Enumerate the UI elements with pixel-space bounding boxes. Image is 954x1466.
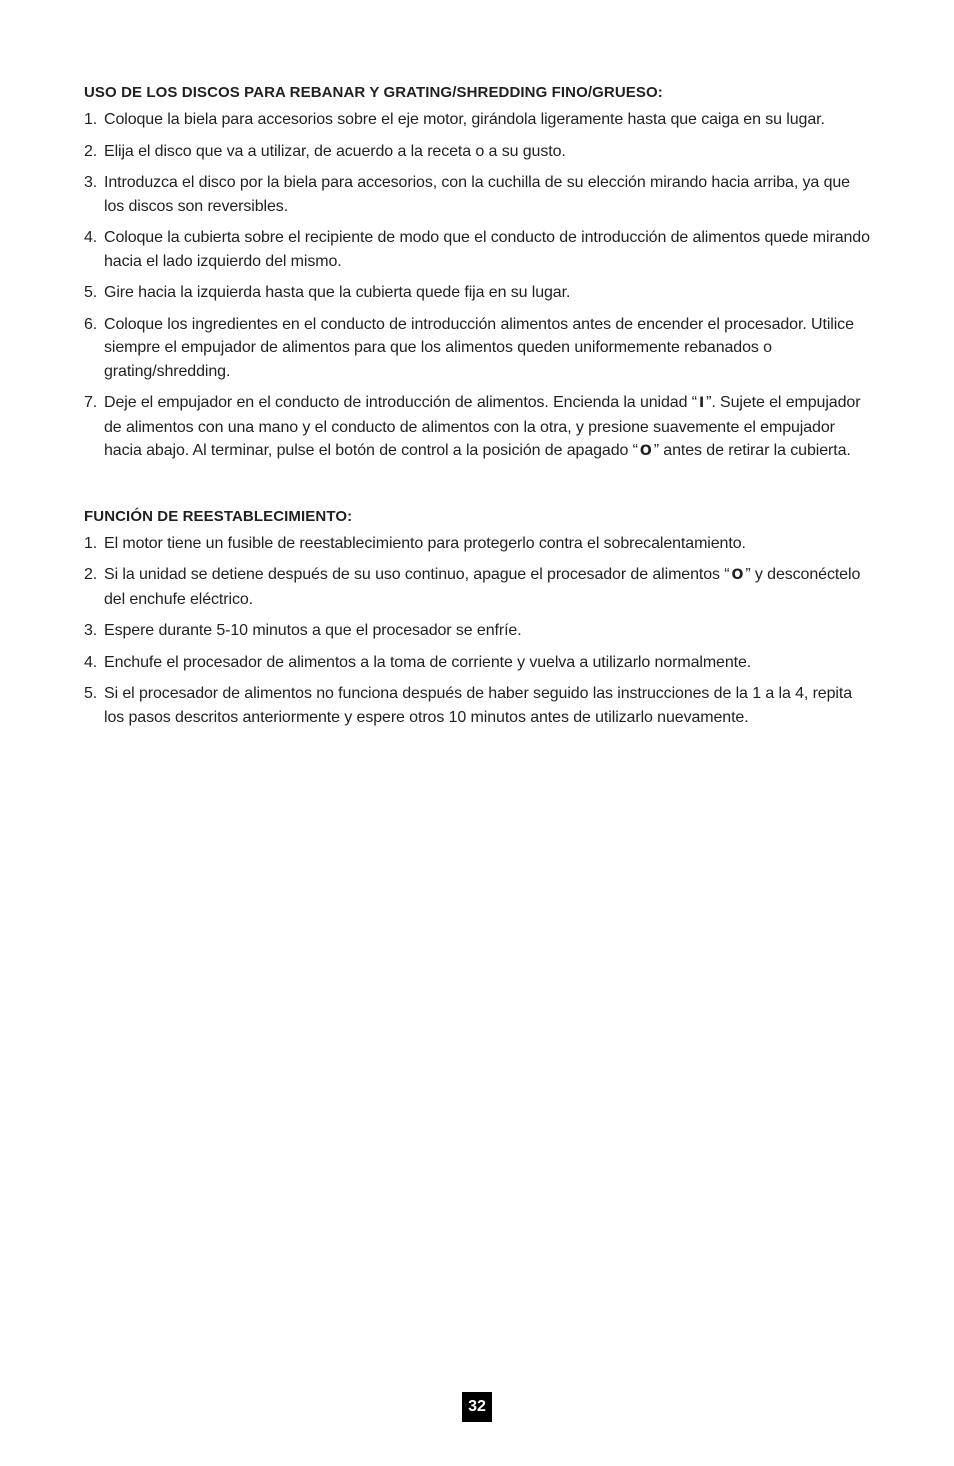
section-title-slicing-discs: USO DE LOS DISCOS PARA REBANAR Y GRATING/SHREDDING FINO/GRUESO: [84,84,663,101]
step-text: Coloque la cubierta sobre el recipiente de modo que el conducto de introducción de alimentos quede mirando hacia el lado izquierdo del mismo. [104,229,870,270]
list-item [84,140,870,164]
step-text: Enchufe el procesador de alimentos a la toma de corriente y vuelva a utilizarlo normalmente. [104,653,752,671]
step-text-a: Si la unidad se detiene después de su uso continuo, apague el procesador de alimentos “ [104,566,730,583]
page-number: 32 [462,1392,492,1422]
step-text: Introduzca el disco por la biela para accesorios, con la cuchilla de su elección mirando hacia arriba, ya que los discos son reversibles. [104,174,850,215]
list-item [84,651,870,675]
on-symbol: I [698,395,705,411]
step-text: Gire hacia la izquierda hasta que la cubierta quede fija en su lugar. [104,284,571,301]
step-text-c: ” antes de retirar la cubierta. [653,442,851,459]
step-text: Coloque los ingredientes en el conducto de introducción alimentos antes de encender el procesador. Utilice siempre el empujador de alimentos para que los alimentos queden uniformemente rebanados o grating/shredding. [104,315,854,380]
step-number: 5. [84,284,98,301]
step-text-b: ”. Sujete el empujador de alimentos con una mano y el conducto de alimentos con la otra, y presione suavemente el empujador hacia abajo. Al terminar, pulse el botón de control a la posición de apagado “ [104,394,861,459]
step-number: 3. [84,622,98,639]
step-number: 4. [84,229,98,246]
step-number: 3. [84,174,98,191]
page-content [84,84,870,737]
step-number: 1. [84,534,98,552]
slicing-steps-list [84,108,870,464]
step-number: 5. [84,685,98,702]
off-symbol: O [731,567,744,583]
off-symbol: O [639,443,652,459]
list-item [84,532,870,556]
list-item [84,226,870,273]
step-text: Si el procesador de alimentos no funciona después de haber seguido las instrucciones de la 1 a la 4, repita los pasos descritos anteriormente y espere otros 10 minutos antes de utilizarlo nuevamente. [104,685,853,726]
list-item [84,391,870,464]
step-text: Coloque la biela para accesorios sobre el eje motor, girándola ligeramente hasta que caiga en su lugar. [104,111,825,128]
list-item [84,281,870,305]
step-text: Espere durante 5-10 minutos a que el procesador se enfríe. [104,622,522,639]
list-item [84,108,870,132]
list-item [84,619,870,643]
list-item [84,313,870,384]
step-number: 1. [84,111,98,128]
step-number: 2. [84,566,98,583]
step-text: El motor tiene un fusible de reestablecimiento para protegerlo contra el sobrecalentamiento. [104,534,746,552]
list-item [84,171,870,218]
step-number: 2. [84,142,98,160]
step-number: 4. [84,653,98,671]
step-text-b: ” y desconéctelo del enchufe eléctrico. [104,566,861,608]
section-title-reset-function: FUNCIÓN DE REESTABLECIMIENTO: [84,507,353,525]
step-text-a: Deje el empujador en el conducto de introducción de alimentos. Encienda la unidad “ [104,394,697,411]
step-number: 7. [84,394,98,411]
step-number: 6. [84,315,98,333]
reset-steps-list [84,532,870,730]
step-text: Elija el disco que va a utilizar, de acuerdo a la receta o a su gusto. [104,142,566,160]
list-item [84,682,870,729]
list-item [84,563,870,611]
